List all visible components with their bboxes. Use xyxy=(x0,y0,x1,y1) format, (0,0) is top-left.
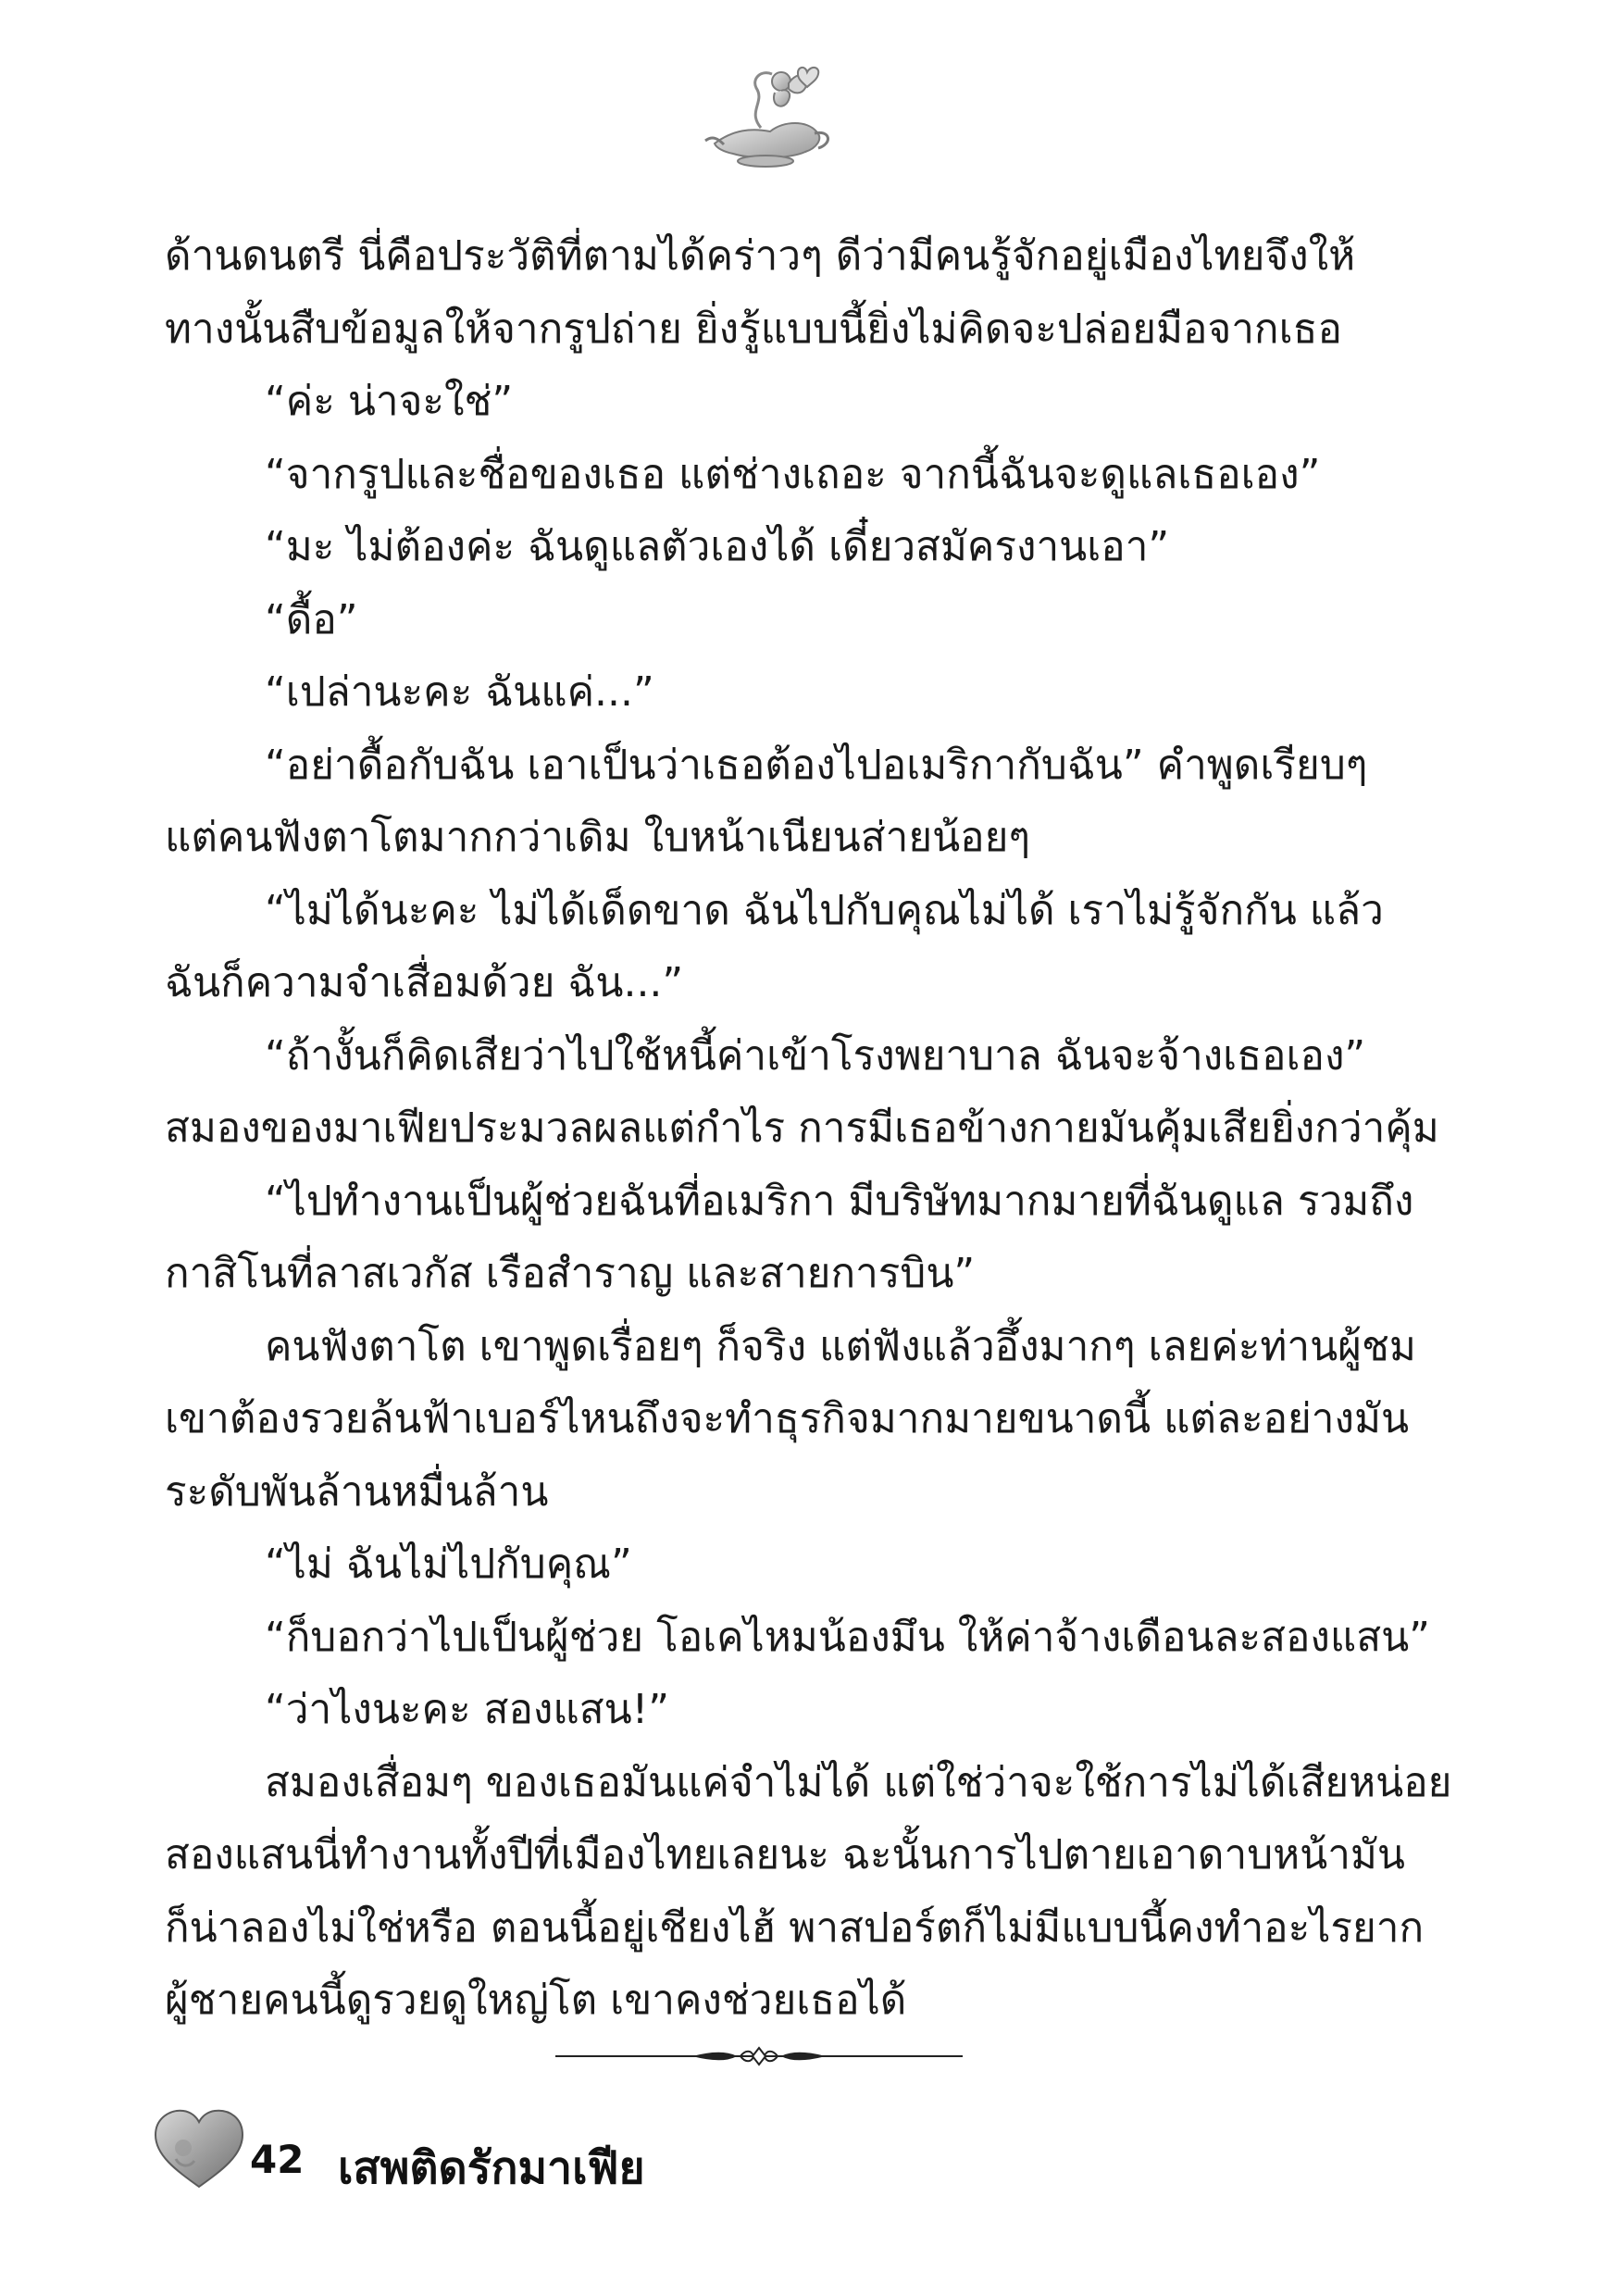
text-line: ฉันก็ความจำเสื่อมด้วย ฉัน...” xyxy=(165,959,684,1006)
text-line: ทางนั้นสืบข้อมูลให้จากรูปถ่าย ยิ่งรู้แบบนี้ยิ่งไม่คิดจะปล่อยมือจากเธอ xyxy=(165,305,1342,353)
page-footer xyxy=(148,2102,981,2203)
cupid-lamp-icon xyxy=(696,56,835,176)
text-line: “มะ ไม่ต้องค่ะ ฉันดูแลตัวเองได้ เดี๋ยวสมัครงานเอา” xyxy=(265,523,1170,570)
text-line: สมองเสื่อมๆ ของเธอมันแค่จำไม่ได้ แต่ใช่ว่าจะใช้การไม่ได้เสียหน่อย xyxy=(265,1758,1452,1806)
book-title: เสพติดรักมาเฟีย xyxy=(338,2142,645,2194)
text-line: “ถ้างั้นก็คิดเสียว่าไปใช้หนี้ค่าเข้าโรงพยาบาล ฉันจะจ้างเธอเอง” xyxy=(265,1031,1366,1079)
text-line: “อย่าดื้อกับฉัน เอาเป็นว่าเธอต้องไปอเมริกากับฉัน” คำพูดเรียบๆ xyxy=(265,741,1368,789)
text-line: สมองของมาเฟียประมวลผลแต่กำไร การมีเธอข้างกายมันคุ้มเสียยิ่งกว่าคุ้ม xyxy=(165,1104,1439,1152)
text-line: “ค่ะ น่าจะใช่” xyxy=(265,378,514,425)
text-line: กาสิโนที่ลาสเวกัส เรือสำราญ และสายการบิน” xyxy=(165,1250,976,1297)
text-line: “ว่าไงนะคะ สองแสน!” xyxy=(265,1686,670,1733)
text-line: ระดับพันล้านหมื่นล้าน xyxy=(165,1467,549,1516)
text-line: ผู้ชายคนนี้ดูรวยดูใหญ่โต เขาคงช่วยเธอได้ xyxy=(165,1977,907,2024)
text-line: คนฟังตาโต เขาพูดเรื่อยๆ ก็จริง แต่ฟังแล้วอึ้งมากๆ เลยค่ะท่านผู้ชม xyxy=(265,1322,1416,1370)
text-line: เขาต้องรวยล้นฟ้าเบอร์ไหนถึงจะทำธุรกิจมากมายขนาดนี้ แต่ละอย่างมัน xyxy=(165,1395,1410,1442)
text-line: ก็น่าลองไม่ใช่หรือ ตอนนี้อยู่เชียงไฮ้ พาสปอร์ตก็ไม่มีแบบนี้คงทำอะไรยาก xyxy=(165,1903,1425,1952)
text-line: แต่คนฟังตาโตมากกว่าเดิม ใบหน้าเนียนส่ายน้อยๆ xyxy=(165,814,1031,861)
page-number: 42 xyxy=(250,2137,305,2182)
heart-icon xyxy=(148,2102,250,2194)
text-line: ด้านดนตรี นี่คือประวัติที่ตามได้คร่าวๆ ดีว่ามีคนรู้จักอยู่เมืองไทยจึงให้ xyxy=(165,232,1356,280)
ornamental-divider xyxy=(555,2042,963,2070)
body-text xyxy=(165,220,1461,2038)
text-line: “ไม่ ฉันไม่ไปกับคุณ” xyxy=(265,1541,632,1588)
text-line: “ดื้อ” xyxy=(265,595,358,643)
text-line: สองแสนนี่ทำงานทั้งปีที่เมืองไทยเลยนะ ฉะนั้นการไปตายเอาดาบหน้ามัน xyxy=(165,1831,1406,1878)
text-line: “ไปทำงานเป็นผู้ช่วยฉันที่อเมริกา มีบริษัทมากมายที่ฉันดูแล รวมถึง xyxy=(265,1177,1414,1225)
text-line: “เปล่านะคะ ฉันแค่...” xyxy=(265,668,654,716)
text-line: “ไม่ได้นะคะ ไม่ได้เด็ดขาด ฉันไปกับคุณไม่ได้ เราไม่รู้จักกัน แล้ว xyxy=(265,886,1384,934)
text-line: “ก็บอกว่าไปเป็นผู้ช่วย โอเคไหมน้องมึน ให้ค่าจ้างเดือนละสองแสน” xyxy=(265,1613,1430,1661)
text-line: “จากรูปและชื่อของเธอ แต่ช่างเถอะ จากนี้ฉันจะดูแลเธอเอง” xyxy=(265,450,1321,498)
